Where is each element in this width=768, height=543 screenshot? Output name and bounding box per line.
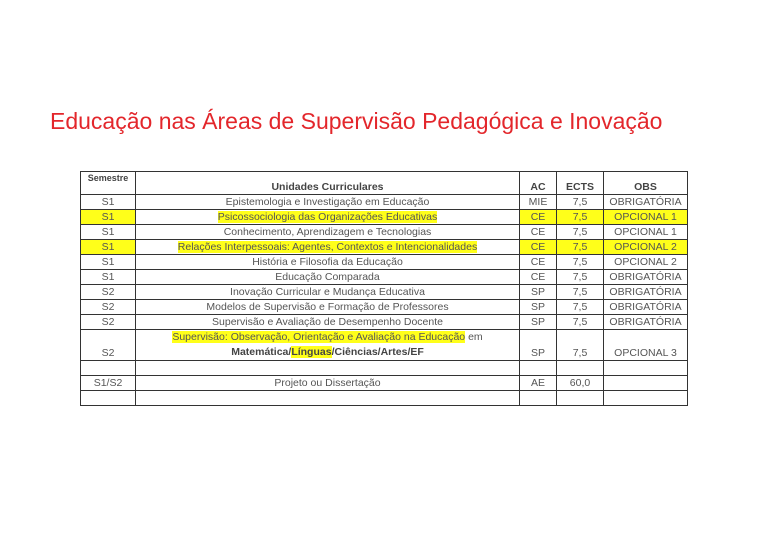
table-row-empty [81, 361, 688, 376]
unit-text: Inovação Curricular e Mudança Educativa [230, 286, 425, 298]
cell-unit [136, 315, 520, 330]
table-row [81, 270, 688, 285]
cell-ac: SP [520, 300, 557, 315]
cell-semester: S1 [81, 255, 136, 270]
cell-obs: OPCIONAL 1 [604, 225, 688, 240]
cell-ects: 7,5 [557, 270, 604, 285]
cell-ects: 7,5 [557, 225, 604, 240]
table-row [81, 315, 688, 330]
header-obs: OBS [604, 172, 688, 195]
unit-text: História e Filosofia da Educação [252, 256, 403, 268]
cell-ects: 7,5 [557, 285, 604, 300]
cell-ects: 7,5 [557, 195, 604, 210]
unit-text: Psicossociologia das Organizações Educativas [217, 211, 438, 223]
cell-ac: CE [520, 270, 557, 285]
table-row-empty [81, 391, 688, 406]
unit-line2-part1: Matemática/ [231, 346, 292, 358]
cell-unit [136, 300, 520, 315]
unit-text: Modelos de Supervisão e Formação de Professores [206, 301, 449, 313]
cell-empty [604, 391, 688, 406]
cell-obs [604, 376, 688, 391]
cell-empty [136, 361, 520, 376]
curricular-units-table [80, 171, 688, 406]
cell-unit [136, 195, 520, 210]
cell-ac: CE [520, 210, 557, 225]
cell-obs: OPCIONAL 2 [604, 240, 688, 255]
cell-ac: CE [520, 225, 557, 240]
cell-empty [520, 391, 557, 406]
cell-unit [136, 240, 520, 255]
cell-obs: OBRIGATÓRIA [604, 270, 688, 285]
cell-empty [136, 391, 520, 406]
cell-obs: OBRIGATÓRIA [604, 315, 688, 330]
cell-ac: CE [520, 240, 557, 255]
cell-ac: CE [520, 255, 557, 270]
cell-empty [604, 361, 688, 376]
cell-unit [136, 285, 520, 300]
cell-ects: 7,5 [557, 300, 604, 315]
unit-text: Educação Comparada [275, 271, 380, 283]
table-row [81, 195, 688, 210]
table-header-row [81, 172, 688, 195]
page-title: Educação nas Áreas de Supervisão Pedagógica e Inovação [50, 108, 663, 134]
cell-unit [136, 270, 520, 285]
table-row [81, 225, 688, 240]
cell-unit [136, 210, 520, 225]
unit-text: Relações Interpessoais: Agentes, Contextos e Intencionalidades [177, 241, 478, 253]
unit-line1-rest: em [465, 331, 483, 343]
cell-semester: S2 [81, 330, 136, 361]
cell-empty [81, 361, 136, 376]
cell-obs: OBRIGATÓRIA [604, 285, 688, 300]
table-row [81, 240, 688, 255]
table-row [81, 285, 688, 300]
cell-empty [81, 391, 136, 406]
cell-unit [136, 330, 520, 361]
cell-ects: 7,5 [557, 255, 604, 270]
cell-obs: OBRIGATÓRIA [604, 300, 688, 315]
cell-semester: S1 [81, 195, 136, 210]
cell-semester: S2 [81, 285, 136, 300]
table-row-final [81, 376, 688, 391]
table-row [81, 300, 688, 315]
cell-unit [136, 255, 520, 270]
cell-ac: SP [520, 330, 557, 361]
cell-empty [520, 361, 557, 376]
cell-ects: 60,0 [557, 376, 604, 391]
cell-unit: Projeto ou Dissertação [136, 376, 520, 391]
table-row-multi [81, 330, 688, 361]
header-unidades: Unidades Curriculares [136, 172, 520, 195]
cell-semester: S2 [81, 300, 136, 315]
unit-text: Supervisão e Avaliação de Desempenho Docente [212, 316, 443, 328]
cell-unit [136, 225, 520, 240]
header-ects: ECTS [557, 172, 604, 195]
cell-ac: SP [520, 315, 557, 330]
cell-ects: 7,5 [557, 315, 604, 330]
table-row [81, 255, 688, 270]
header-semestre: Semestre [81, 172, 136, 195]
cell-semester: S1 [81, 210, 136, 225]
cell-empty [557, 391, 604, 406]
unit-text: Conhecimento, Aprendizagem e Tecnologias [223, 226, 432, 238]
cell-obs: OPCIONAL 2 [604, 255, 688, 270]
cell-obs: OBRIGATÓRIA [604, 195, 688, 210]
cell-semester: S1 [81, 240, 136, 255]
unit-line2-highlight: Línguas [291, 346, 332, 358]
cell-obs: OPCIONAL 1 [604, 210, 688, 225]
cell-ects: 7,5 [557, 240, 604, 255]
cell-empty [557, 361, 604, 376]
cell-ac: MIE [520, 195, 557, 210]
unit-line2-part2: /Ciências/Artes/EF [331, 346, 424, 358]
table-row [81, 210, 688, 225]
header-ac: AC [520, 172, 557, 195]
cell-obs: OPCIONAL 3 [604, 330, 688, 361]
cell-semester: S1 [81, 270, 136, 285]
cell-ac: AE [520, 376, 557, 391]
cell-ac: SP [520, 285, 557, 300]
cell-semester: S1 [81, 225, 136, 240]
cell-semester: S1/S2 [81, 376, 136, 391]
cell-ects: 7,5 [557, 210, 604, 225]
unit-text: Epistemologia e Investigação em Educação [225, 196, 430, 208]
cell-semester: S2 [81, 315, 136, 330]
cell-ects: 7,5 [557, 330, 604, 361]
unit-line1-highlight: Supervisão: Observação, Orientação e Avaliação na Educação [172, 331, 466, 343]
